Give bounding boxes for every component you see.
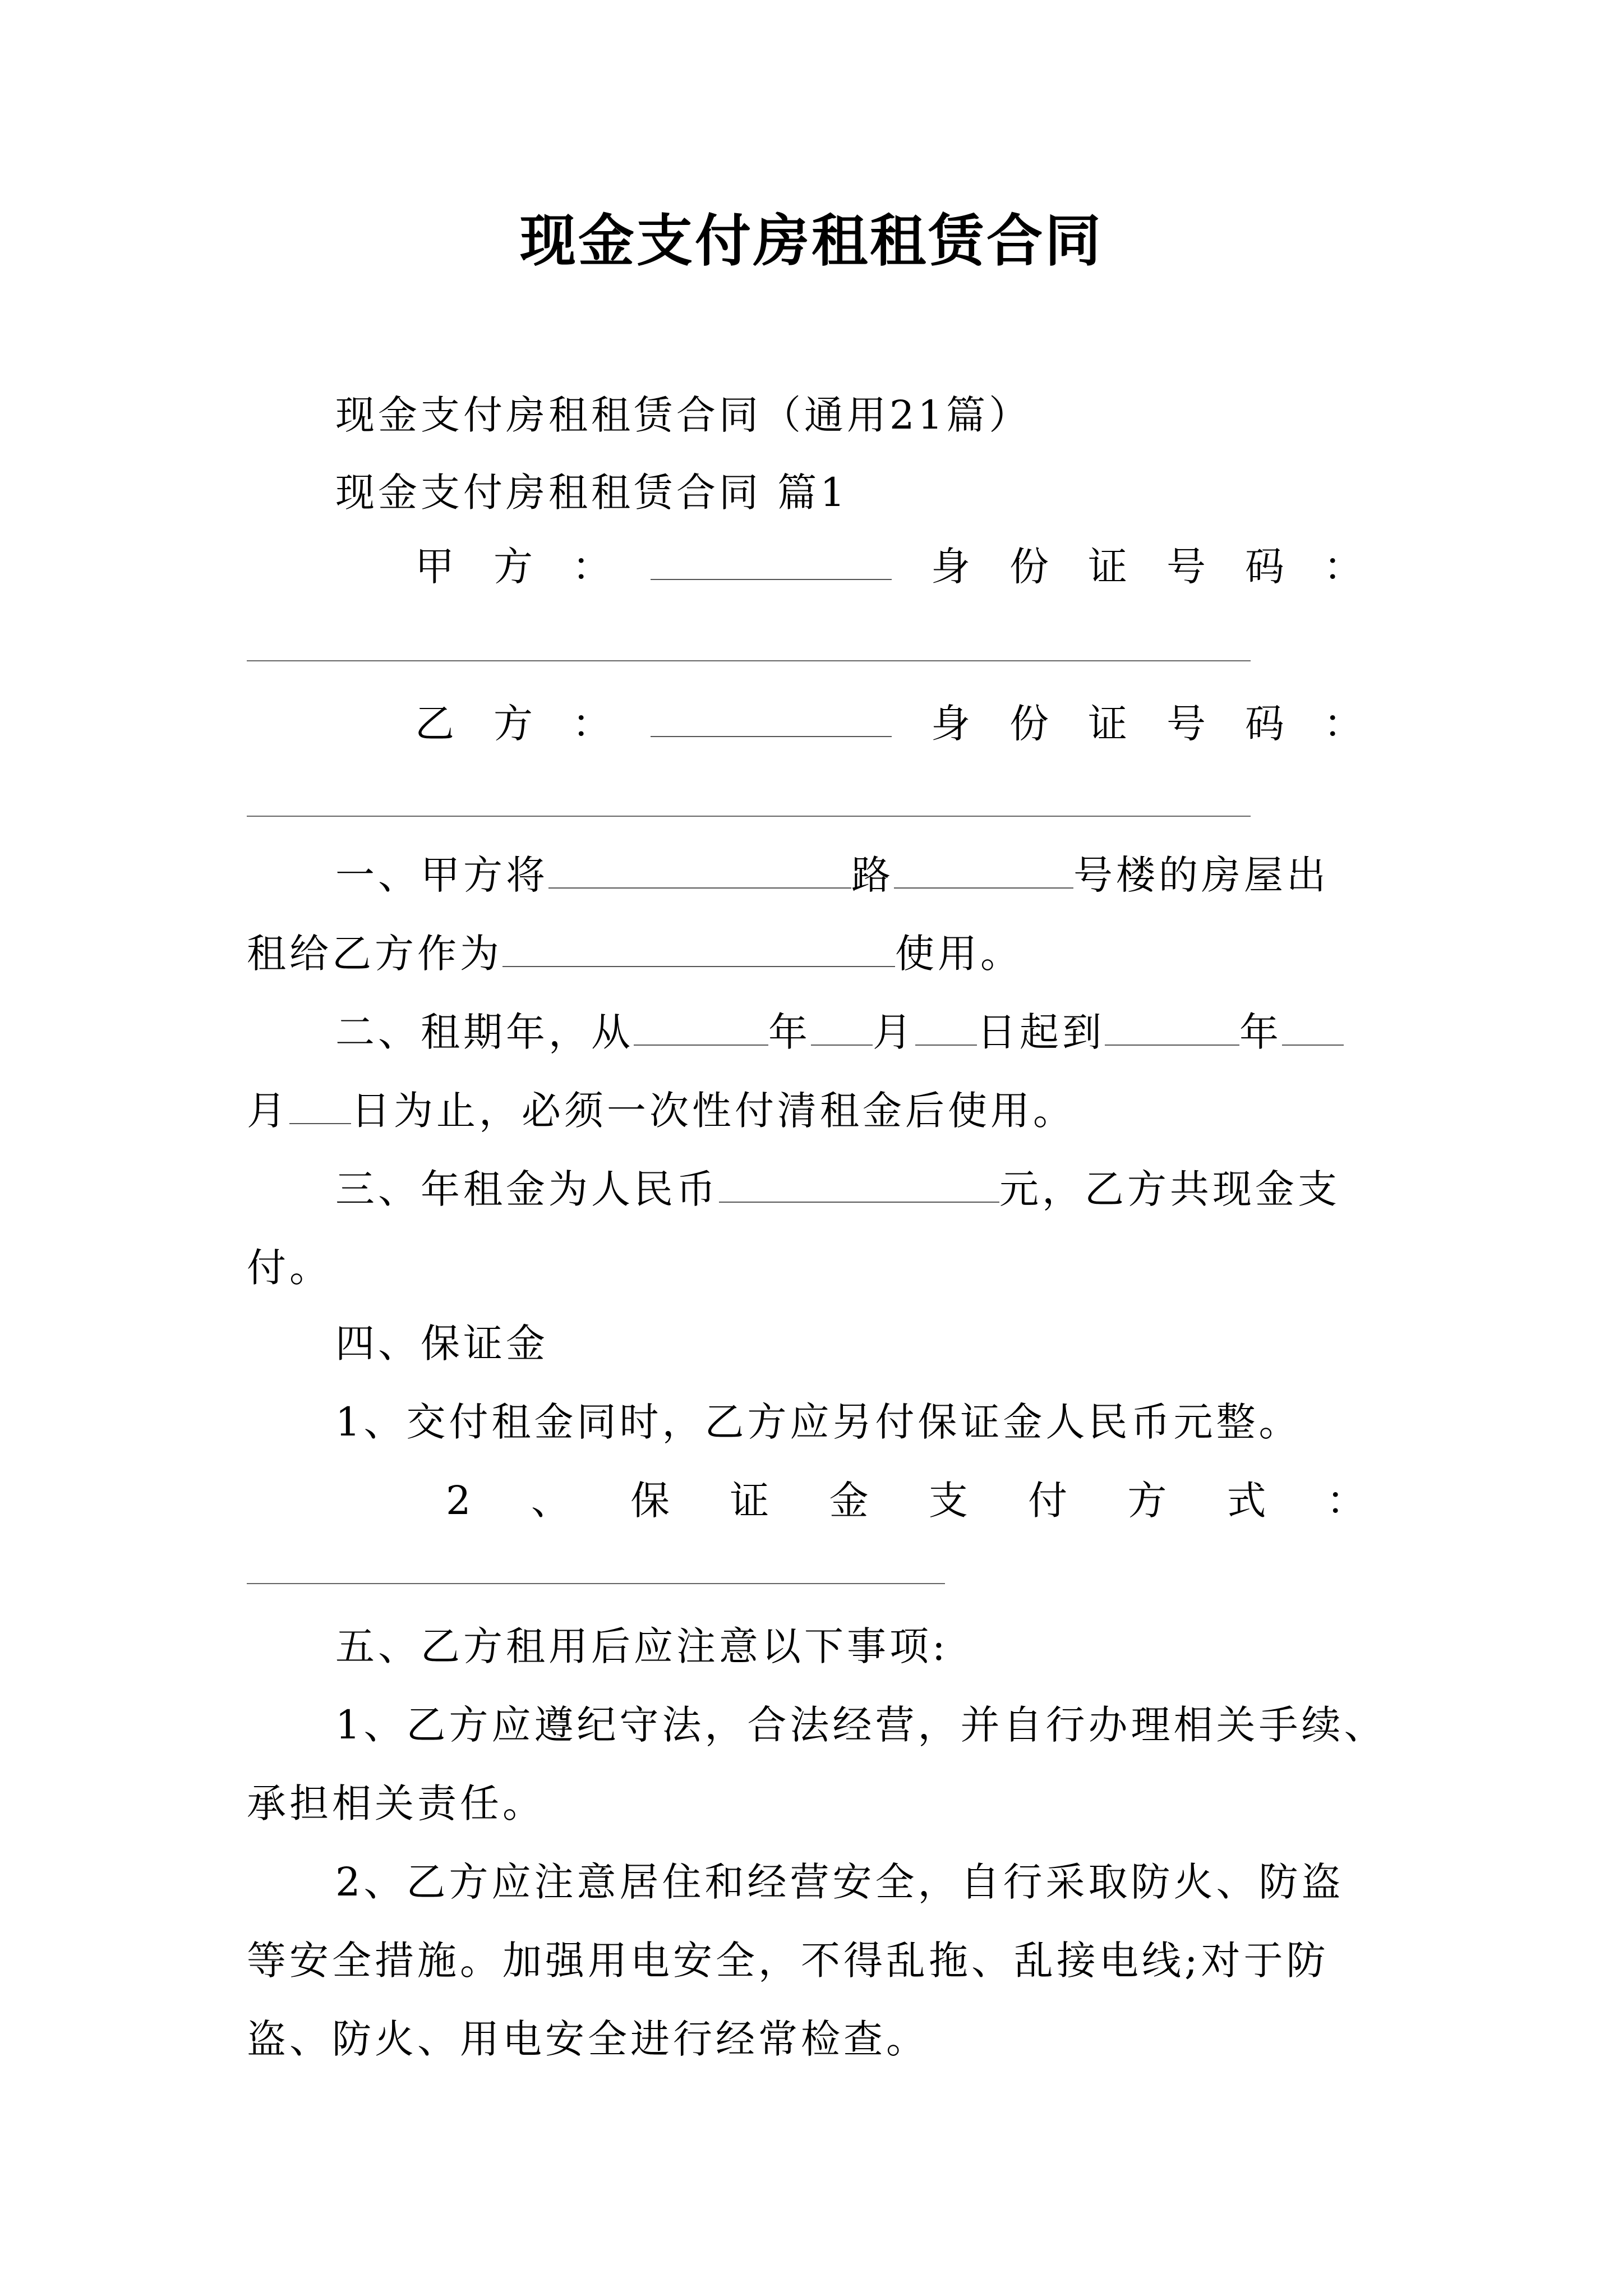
party-b-id-blank[interactable] [247, 816, 1251, 817]
document-subtitle: 现金支付房租租赁合同（通用21篇） [335, 392, 1032, 438]
clause-4-item-2-char: 支 [928, 1478, 968, 1524]
clause-4-item-2-char: 保 [630, 1478, 670, 1524]
clause-2-text: 日为止，必须一次性付清租金后使用。 [351, 1088, 1076, 1134]
annual-rent-blank[interactable] [719, 1168, 999, 1203]
party-a-name-blank[interactable] [651, 545, 892, 580]
clause-4-item-2-char: 方 [1127, 1478, 1167, 1524]
party-a-id-char: 身 [931, 544, 970, 590]
clause-3-line-2: 付。 [247, 1245, 332, 1291]
usage-purpose-blank[interactable] [502, 932, 895, 967]
clause-1-text: 路 [851, 852, 894, 898]
clause-1-text: 使用。 [895, 931, 1023, 977]
clause-1-text: 号楼的房屋出 [1073, 852, 1329, 898]
clause-5-item-1-line-1: 1、乙方应遵纪守法，合法经营，并自行办理相关手续、 [335, 1702, 1387, 1748]
clause-5-item-2-line-1: 2、乙方应注意居住和经营安全，自行采取防火、防盗 [335, 1859, 1344, 1905]
party-a-id-blank[interactable] [247, 660, 1251, 661]
clause-4-item-2-char: 证 [730, 1478, 769, 1524]
clause-2-text: 年 [768, 1009, 811, 1055]
end-day-blank[interactable] [289, 1089, 351, 1124]
end-month-blank[interactable] [1282, 1011, 1344, 1046]
clause-2-text: 月 [247, 1088, 289, 1134]
start-day-blank[interactable] [915, 1011, 977, 1046]
party-b-line [415, 696, 1363, 752]
clause-4-item-1: 1、交付租金同时，乙方应另付保证金人民币元整。 [335, 1399, 1302, 1445]
party-a-label-char: ： [572, 544, 611, 590]
party-b-label-char: 方 [494, 701, 533, 747]
party-b-id-char: 号 [1166, 701, 1206, 747]
property-location-blank[interactable] [548, 854, 851, 889]
deposit-payment-method-blank[interactable] [247, 1583, 945, 1584]
document-title: 现金支付房租租赁合同 [520, 208, 1103, 274]
clause-2-text: 二、租期年，从 [335, 1009, 634, 1055]
party-a-id-char: 份 [1009, 544, 1049, 590]
clause-2-line-2 [247, 1083, 1076, 1139]
party-b-label-char: ： [572, 701, 611, 747]
party-a-label-char: 甲 [415, 544, 454, 590]
clause-2-text: 月 [873, 1009, 915, 1055]
start-year-blank[interactable] [634, 1011, 768, 1046]
party-b-label-char: 乙 [415, 701, 454, 747]
party-b-id-char: 份 [1009, 701, 1049, 747]
clause-2-text: 年 [1239, 1009, 1282, 1055]
party-a-id-char: 码 [1245, 544, 1284, 590]
party-b-name-blank[interactable] [651, 702, 892, 737]
clause-2-line-1 [335, 1004, 1344, 1060]
clause-4-item-2-char: 金 [829, 1478, 869, 1524]
clause-3-line-1 [335, 1161, 1340, 1217]
clause-4-item-2 [446, 1473, 1366, 1529]
clause-4-heading: 四、保证金 [335, 1320, 548, 1366]
clause-4-item-2-char: 式 [1227, 1478, 1266, 1524]
clause-5-item-2-line-3: 盗、防火、用电安全进行经常检查。 [247, 2016, 929, 2062]
end-year-blank[interactable] [1105, 1011, 1239, 1046]
clause-3-text: 三、年租金为人民币 [335, 1166, 719, 1212]
start-month-blank[interactable] [811, 1011, 873, 1046]
clause-4-item-2-char: 、 [531, 1478, 570, 1524]
party-b-id-char: 证 [1088, 701, 1127, 747]
clause-5-heading: 五、乙方租用后应注意以下事项: [335, 1623, 949, 1669]
clause-1-text: 租给乙方作为 [247, 931, 502, 977]
party-b-id-char: ： [1324, 701, 1363, 747]
party-a-id-char: ： [1324, 544, 1363, 590]
party-a-id-char: 号 [1166, 544, 1206, 590]
clause-1-text: 一、甲方将 [335, 852, 548, 898]
clause-4-item-2-char: 付 [1028, 1478, 1068, 1524]
party-a-line [415, 539, 1363, 595]
clause-3-text: 元，乙方共现金支 [999, 1166, 1340, 1212]
clause-2-text: 日起到 [977, 1009, 1105, 1055]
clause-4-item-2-char: ： [1326, 1478, 1366, 1524]
road-number-blank[interactable] [894, 854, 1073, 889]
clause-1-line-2 [247, 926, 1023, 982]
party-b-id-char: 身 [931, 701, 970, 747]
section-heading: 现金支付房租租赁合同 篇1 [335, 470, 849, 516]
clause-5-item-2-line-2: 等安全措施。加强用电安全，不得乱拖、乱接电线;对于防 [247, 1938, 1329, 1984]
clause-4-item-2-char: 2 [446, 1478, 471, 1524]
party-a-id-char: 证 [1088, 544, 1127, 590]
party-a-label-char: 方 [494, 544, 533, 590]
clause-1-line-1 [335, 847, 1329, 903]
clause-5-item-1-line-2: 承担相关责任。 [247, 1780, 545, 1826]
party-b-id-char: 码 [1245, 701, 1284, 747]
